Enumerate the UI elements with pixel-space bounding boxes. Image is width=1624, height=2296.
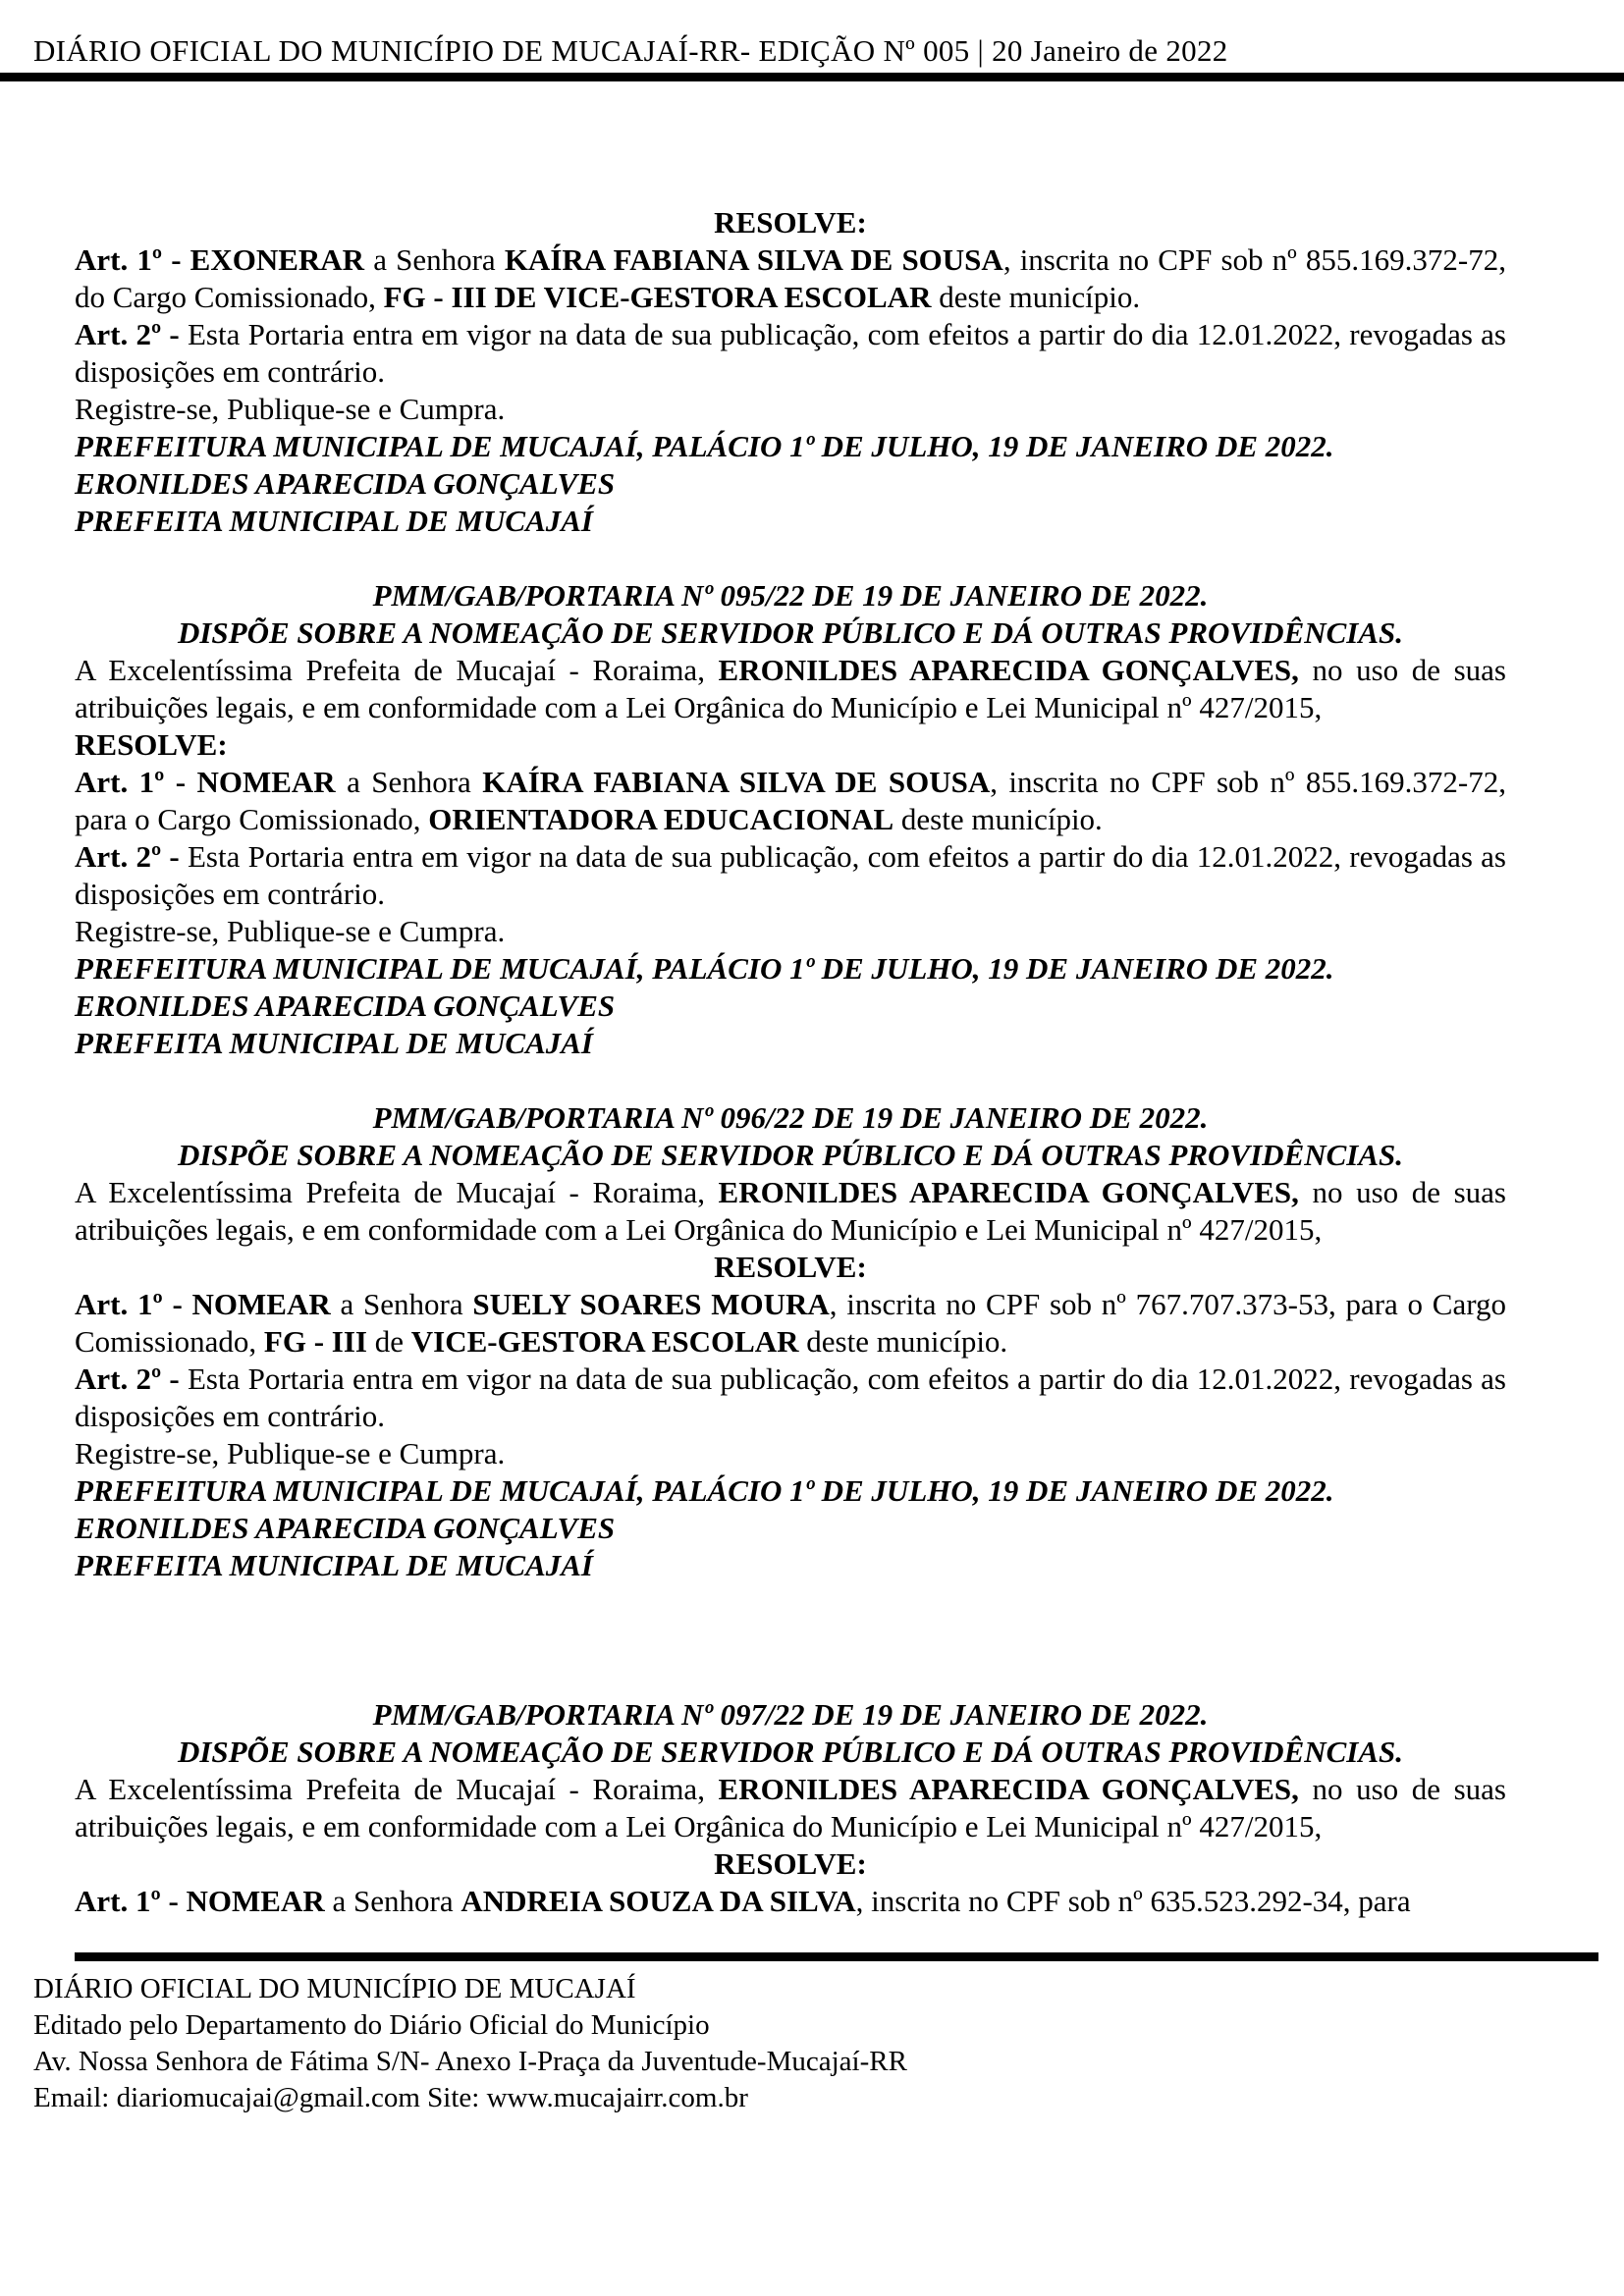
article-text: deste município. <box>931 280 1141 314</box>
article-text: , inscrita no CPF sob nº 855.169.372-72, do Cargo Comissionado, <box>75 242 1506 314</box>
article-label: Art. 1º - <box>75 242 190 277</box>
footer-divider <box>75 1952 1598 1961</box>
article-2 <box>75 316 1506 391</box>
servant-name: KAÍRA FABIANA SILVA DE SOUSA <box>482 765 991 799</box>
publish-clause: Registre-se, Publique-se e Cumpra. <box>75 914 506 948</box>
mayor-name: ERONILDES APARECIDA GONÇALVES, <box>718 653 1299 687</box>
intro-text: no uso de suas atribuições legais, e em conformidade com a Lei Orgânica do Município e Lei Municipal nº 427/2015, <box>75 1175 1506 1247</box>
portaria-title: PMM/GAB/PORTARIA Nº 095/22 DE 19 DE JANEIRO DE 2022. <box>372 578 1209 613</box>
article-label: Art. 2º - <box>75 1362 188 1396</box>
article-1 <box>75 1286 1506 1361</box>
publish-clause: Registre-se, Publique-se e Cumpra. <box>75 392 506 426</box>
article-text: a Senhora <box>364 242 505 277</box>
mayor-name: ERONILDES APARECIDA GONÇALVES, <box>718 1772 1299 1806</box>
article-text: a Senhora <box>324 1884 461 1918</box>
resolve-heading: RESOLVE: <box>714 1250 867 1284</box>
signer-name: ERONILDES APARECIDA GONÇALVES <box>75 1511 616 1545</box>
intro-text: no uso de suas atribuições legais, e em conformidade com a Lei Orgânica do Município e Lei Municipal nº 427/2015, <box>75 653 1506 724</box>
intro-text: no uso de suas atribuições legais, e em conformidade com a Lei Orgânica do Município e Lei Municipal nº 427/2015, <box>75 1772 1506 1843</box>
article-text: a Senhora <box>335 765 483 799</box>
palace-dateline: PREFEITURA MUNICIPAL DE MUCAJAÍ, PALÁCIO 1º DE JULHO, 19 DE JANEIRO DE 2022. <box>75 429 1334 463</box>
servant-name: ANDREIA SOUZA DA SILVA <box>460 1884 856 1918</box>
article-text: , inscrita no CPF sob nº 855.169.372-72, para o Cargo Comissionado, <box>75 765 1507 836</box>
resolve-heading: RESOLVE: <box>75 727 228 762</box>
portaria-block-2 <box>75 577 1506 1062</box>
mayor-name: ERONILDES APARECIDA GONÇALVES, <box>718 1175 1299 1209</box>
portaria-intro <box>75 1771 1506 1845</box>
article-text: deste município. <box>893 802 1103 836</box>
document-body <box>75 204 1506 1920</box>
position-name: VICE-GESTORA ESCOLAR <box>410 1324 799 1359</box>
publish-clause: Registre-se, Publique-se e Cumpra. <box>75 1436 506 1470</box>
portaria-subject: DISPÕE SOBRE A NOMEAÇÃO DE SERVIDOR PÚBLICO E DÁ OUTRAS PROVIDÊNCIAS. <box>177 1735 1404 1769</box>
resolve-heading: RESOLVE: <box>714 205 867 240</box>
servant-name: KAÍRA FABIANA SILVA DE SOUSA <box>504 242 1003 277</box>
page-footer <box>33 1971 907 2116</box>
intro-text: A Excelentíssima Prefeita de Mucajaí - Roraima, <box>75 653 719 687</box>
article-text: a Senhora <box>330 1287 473 1321</box>
article-label: Art. 2º - <box>75 317 188 351</box>
position-name: FG - III DE VICE-GESTORA ESCOLAR <box>383 280 932 314</box>
signer-name: ERONILDES APARECIDA GONÇALVES <box>75 466 616 501</box>
article-verb: NOMEAR <box>196 765 336 799</box>
portaria-subject: DISPÕE SOBRE A NOMEAÇÃO DE SERVIDOR PÚBLICO E DÁ OUTRAS PROVIDÊNCIAS. <box>177 1138 1404 1172</box>
article-verb: EXONERAR <box>189 242 365 277</box>
page-header-title: DIÁRIO OFICIAL DO MUNICÍPIO DE MUCAJAÍ-RR- EDIÇÃO Nº 005 | 20 Janeiro de 2022 <box>33 33 1228 68</box>
header-divider <box>0 73 1624 81</box>
article-text: de <box>366 1324 411 1359</box>
article-verb: NOMEAR <box>186 1884 325 1918</box>
intro-text: A Excelentíssima Prefeita de Mucajaí - Roraima, <box>75 1175 719 1209</box>
article-2 <box>75 1361 1506 1435</box>
footer-contact: Email: diariomucajai@gmail.com Site: www.mucajairr.com.br <box>33 2082 748 2113</box>
article-text: , inscrita no CPF sob nº 767.707.373-53, para o Cargo Comissionado, <box>75 1287 1506 1359</box>
portaria-intro <box>75 652 1506 726</box>
article-2 <box>75 838 1506 913</box>
signer-title: PREFEITA MUNICIPAL DE MUCAJAÍ <box>75 1548 593 1582</box>
article-text: Esta Portaria entra em vigor na data de sua publicação, com efeitos a partir do dia 12.01.2022, revogadas as disposições em contrário. <box>75 839 1506 911</box>
position-grade: FG - III <box>263 1324 367 1359</box>
palace-dateline: PREFEITURA MUNICIPAL DE MUCAJAÍ, PALÁCIO 1º DE JULHO, 19 DE JANEIRO DE 2022. <box>75 951 1334 986</box>
portaria-block-3 <box>75 1099 1506 1584</box>
intro-text: A Excelentíssima Prefeita de Mucajaí - Roraima, <box>75 1772 719 1806</box>
signer-name: ERONILDES APARECIDA GONÇALVES <box>75 988 616 1023</box>
article-1 <box>75 1883 1506 1920</box>
article-verb: NOMEAR <box>191 1287 331 1321</box>
article-text: Esta Portaria entra em vigor na data de sua publicação, com efeitos a partir do dia 12.01.2022, revogadas as disposições em contrário. <box>75 1362 1506 1433</box>
article-1 <box>75 241 1506 316</box>
article-text: , inscrita no CPF sob nº 635.523.292-34, para <box>855 1884 1411 1918</box>
signer-title: PREFEITA MUNICIPAL DE MUCAJAÍ <box>75 1026 593 1060</box>
portaria-subject: DISPÕE SOBRE A NOMEAÇÃO DE SERVIDOR PÚBLICO E DÁ OUTRAS PROVIDÊNCIAS. <box>177 615 1404 650</box>
article-text: deste município. <box>798 1324 1008 1359</box>
signer-title: PREFEITA MUNICIPAL DE MUCAJAÍ <box>75 504 593 538</box>
palace-dateline: PREFEITURA MUNICIPAL DE MUCAJAÍ, PALÁCIO 1º DE JULHO, 19 DE JANEIRO DE 2022. <box>75 1473 1334 1508</box>
footer-editor: Editado pelo Departamento do Diário Oficial do Município <box>33 2009 710 2041</box>
servant-name: SUELY SOARES MOURA <box>472 1287 830 1321</box>
portaria-block-1 <box>75 204 1506 540</box>
article-label: Art. 1º - <box>75 1884 187 1918</box>
portaria-title: PMM/GAB/PORTARIA Nº 096/22 DE 19 DE JANEIRO DE 2022. <box>372 1100 1209 1135</box>
portaria-intro <box>75 1174 1506 1249</box>
article-1 <box>75 764 1506 838</box>
article-label: Art. 2º - <box>75 839 188 874</box>
article-label: Art. 1º - <box>75 765 197 799</box>
resolve-heading: RESOLVE: <box>714 1846 867 1881</box>
portaria-block-4 <box>75 1696 1506 1920</box>
footer-publication-name: DIÁRIO OFICIAL DO MUNICÍPIO DE MUCAJAÍ <box>33 1973 636 2004</box>
footer-address: Av. Nossa Senhora de Fátima S/N- Anexo I-Praça da Juventude-Mucajaí-RR <box>33 2046 907 2077</box>
position-name: ORIENTADORA EDUCACIONAL <box>428 802 894 836</box>
article-text: Esta Portaria entra em vigor na data de sua publicação, com efeitos a partir do dia 12.01.2022, revogadas as disposições em contrário. <box>75 317 1506 389</box>
article-label: Art. 1º - <box>75 1287 192 1321</box>
portaria-title: PMM/GAB/PORTARIA Nº 097/22 DE 19 DE JANEIRO DE 2022. <box>372 1697 1209 1732</box>
